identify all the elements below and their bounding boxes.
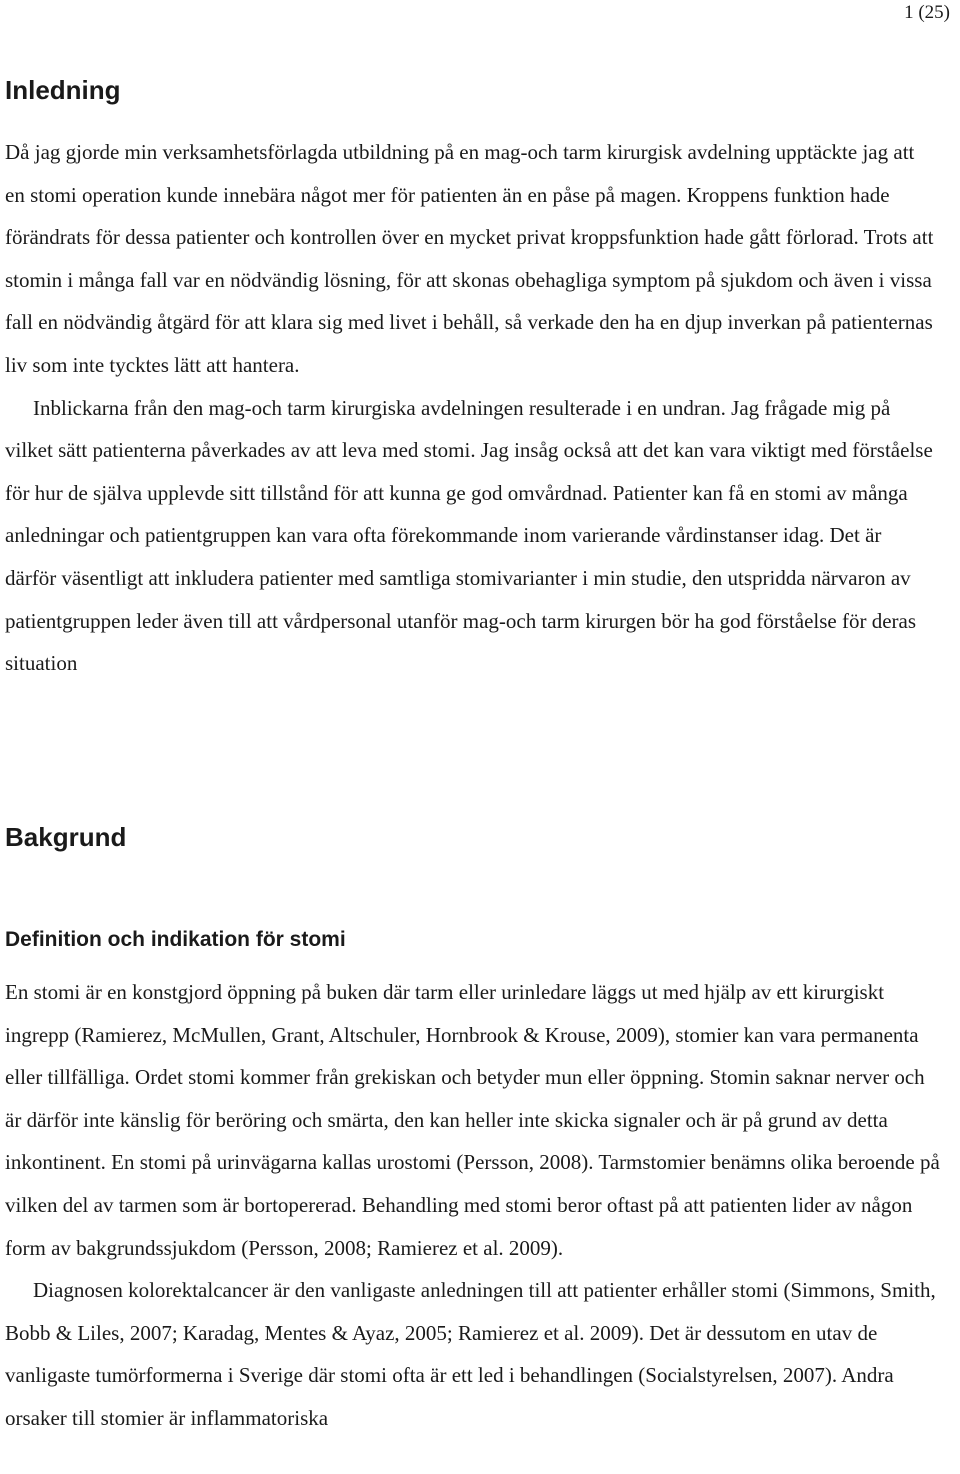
definition-body — [5, 971, 940, 1440]
heading-bakgrund: Bakgrund — [5, 822, 127, 852]
inledning-paragraph-2: Inblickarna från den mag-och tarm kirurgiska avdelningen resulterade i en undran. Jag frågade mig på vilket sätt patienterna påverkades av att leva med stomi. Jag insåg också att det kan vara viktigt med förståelse för hur de själva upplevde sitt tillstånd för att kunna ge god omvårdnad. Patienter kan få en stomi av många anledningar och patientgruppen kan vara ofta förekommande inom varierande vårdinstanser idag. Det är därför väsentligt att inkludera patienter med samtliga stomivarianter i min studie, den utspridda närvaron av patientgruppen leder även till att vårdpersonal utanför mag-och tarm kirurgen bör ha god förståelse för deras situation — [5, 395, 933, 676]
definition-paragraph-2: Diagnosen kolorektalcancer är den vanligaste anledningen till att patienter erhåller stomi (Simmons, Smith, Bobb & Liles, 2007; Karadag, Mentes & Ayaz, 2005; Ramierez et al. 2009). Det är dessutom en utav de vanligaste tumörformerna i Sverige där stomi ofta är ett led i behandlingen (Socialstyrelsen, 2007). Andra orsaker till stomier är inflammatoriska — [5, 1278, 936, 1430]
definition-paragraph-1: En stomi är en konstgjord öppning på buken där tarm eller urinledare läggs ut med hjälp av ett kirurgiskt ingrepp (Ramierez, McMullen, Grant, Altschuler, Hornbrook & Krouse, 2009), stomier kan vara permanenta eller tillfälliga. Ordet stomi kommer från grekiskan och betyder mun eller öppning. Stomin saknar nerver och är därför inte känslig för beröring och smärta, den kan heller inte skicka signaler och är på grund av detta inkontinent. En stomi på urinvägarna kallas urostomi (Persson, 2008). Tarmstomier benämns olika beroende på vilken del av tarmen som är bortopererad. Behandling med stomi beror oftast på att patienten lider av någon form av bakgrundssjukdom (Persson, 2008; Ramierez et al. 2009). — [5, 980, 940, 1260]
heading-definition: Definition och indikation för stomi — [5, 928, 346, 951]
heading-inledning: Inledning — [5, 75, 121, 105]
inledning-paragraph-1: Då jag gjorde min verksamhetsförlagda utbildning på en mag-och tarm kirurgisk avdelning upptäckte jag att en stomi operation kunde innebära något mer för patienten än en påse på magen. Kroppens funktion hade förändrats för dessa patienter och kontrollen över en mycket privat kroppsfunktion hade gått förlorad. Trots att stomin i många fall var en nödvändig lösning, för att skonas obehagliga symptom på sjukdom och även i vissa fall en nödvändig åtgärd för att klara sig med livet i behåll, så verkade den ha en djup inverkan på patienternas liv som inte tycktes lätt att hantera. — [5, 140, 934, 377]
inledning-body — [5, 131, 935, 685]
page-number: 1 (25) — [904, 2, 950, 23]
